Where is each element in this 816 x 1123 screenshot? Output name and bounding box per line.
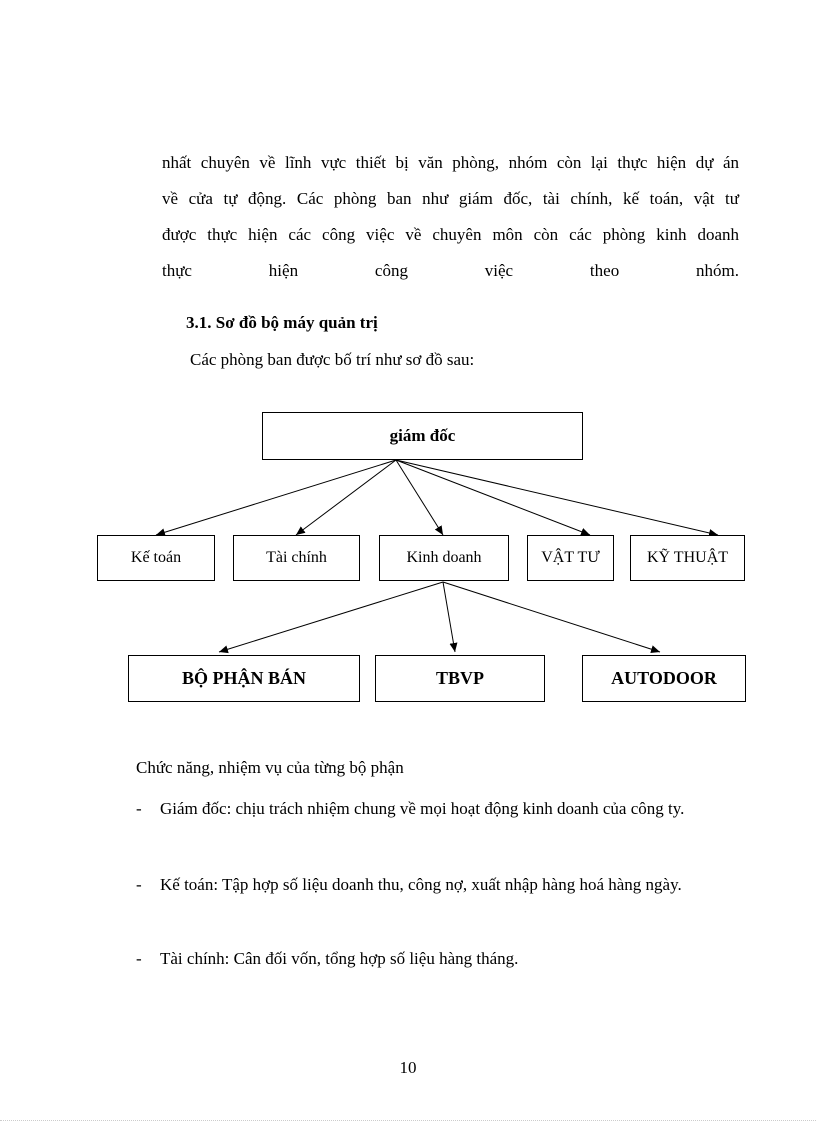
list-item bbox=[136, 942, 739, 976]
paragraph-line: được thực hiện các công việc về chuyên môn còn các phòng kinh doanh bbox=[162, 225, 739, 244]
box-ky-thuat: KỸ THUẬT bbox=[630, 535, 745, 581]
bullet-dash: - bbox=[136, 875, 142, 894]
paragraph-line: thực hiện công việc theo nhóm. bbox=[162, 261, 739, 280]
box-ke-toan: Kế toán bbox=[97, 535, 215, 581]
bullet-dash: - bbox=[136, 949, 142, 968]
box-tbvp: TBVP bbox=[375, 655, 545, 702]
arrow-to-autodoor bbox=[443, 582, 660, 652]
paragraph-line: về cửa tự động. Các phòng ban như giám đốc, tài chính, kế toán, vật tư bbox=[162, 189, 739, 208]
arrow-to-ke-toan bbox=[156, 460, 396, 535]
function-ke-toan: Kế toán: Tập hợp số liệu doanh thu, công nợ, xuất nhập hàng hoá hàng ngày. bbox=[160, 875, 682, 894]
box-vat-tu: VẬT TƯ bbox=[527, 535, 614, 581]
function-giam-doc: Giám đốc: chịu trách nhiệm chung về mọi hoạt động kinh doanh của công ty. bbox=[160, 799, 685, 818]
section-heading: 3.1. Sơ đồ bộ máy quản trị bbox=[186, 313, 378, 332]
page-footer-divider bbox=[0, 1120, 816, 1121]
diagram-intro: Các phòng ban được bố trí như sơ đồ sau: bbox=[190, 350, 475, 369]
list-item bbox=[136, 868, 739, 902]
box-giam-doc: giám đốc bbox=[262, 412, 583, 460]
box-kinh-doanh: Kinh doanh bbox=[379, 535, 509, 581]
functions-title: Chức năng, nhiệm vụ của từng bộ phận bbox=[136, 758, 404, 777]
function-tai-chinh: Tài chính: Cân đối vốn, tổng hợp số liệu hàng tháng. bbox=[160, 949, 519, 968]
box-autodoor: AUTODOOR bbox=[582, 655, 746, 702]
arrow-to-tai-chinh bbox=[296, 460, 396, 535]
arrow-to-tbvp bbox=[443, 582, 455, 652]
arrow-to-kinh-doanh bbox=[396, 460, 443, 535]
paragraph-line: nhất chuyên về lĩnh vực thiết bị văn phòng, nhóm còn lại thực hiện dự án bbox=[162, 153, 739, 172]
bullet-dash: - bbox=[136, 799, 142, 818]
list-item bbox=[136, 792, 739, 826]
arrow-to-vat-tu bbox=[396, 460, 590, 535]
box-tai-chinh: Tài chính bbox=[233, 535, 360, 581]
arrow-to-bo-phan-ban bbox=[219, 582, 443, 652]
box-bo-phan-ban: BỘ PHẬN BÁN bbox=[128, 655, 360, 702]
arrow-to-ky-thuat bbox=[396, 460, 718, 535]
page-number: 10 bbox=[399, 1058, 417, 1077]
